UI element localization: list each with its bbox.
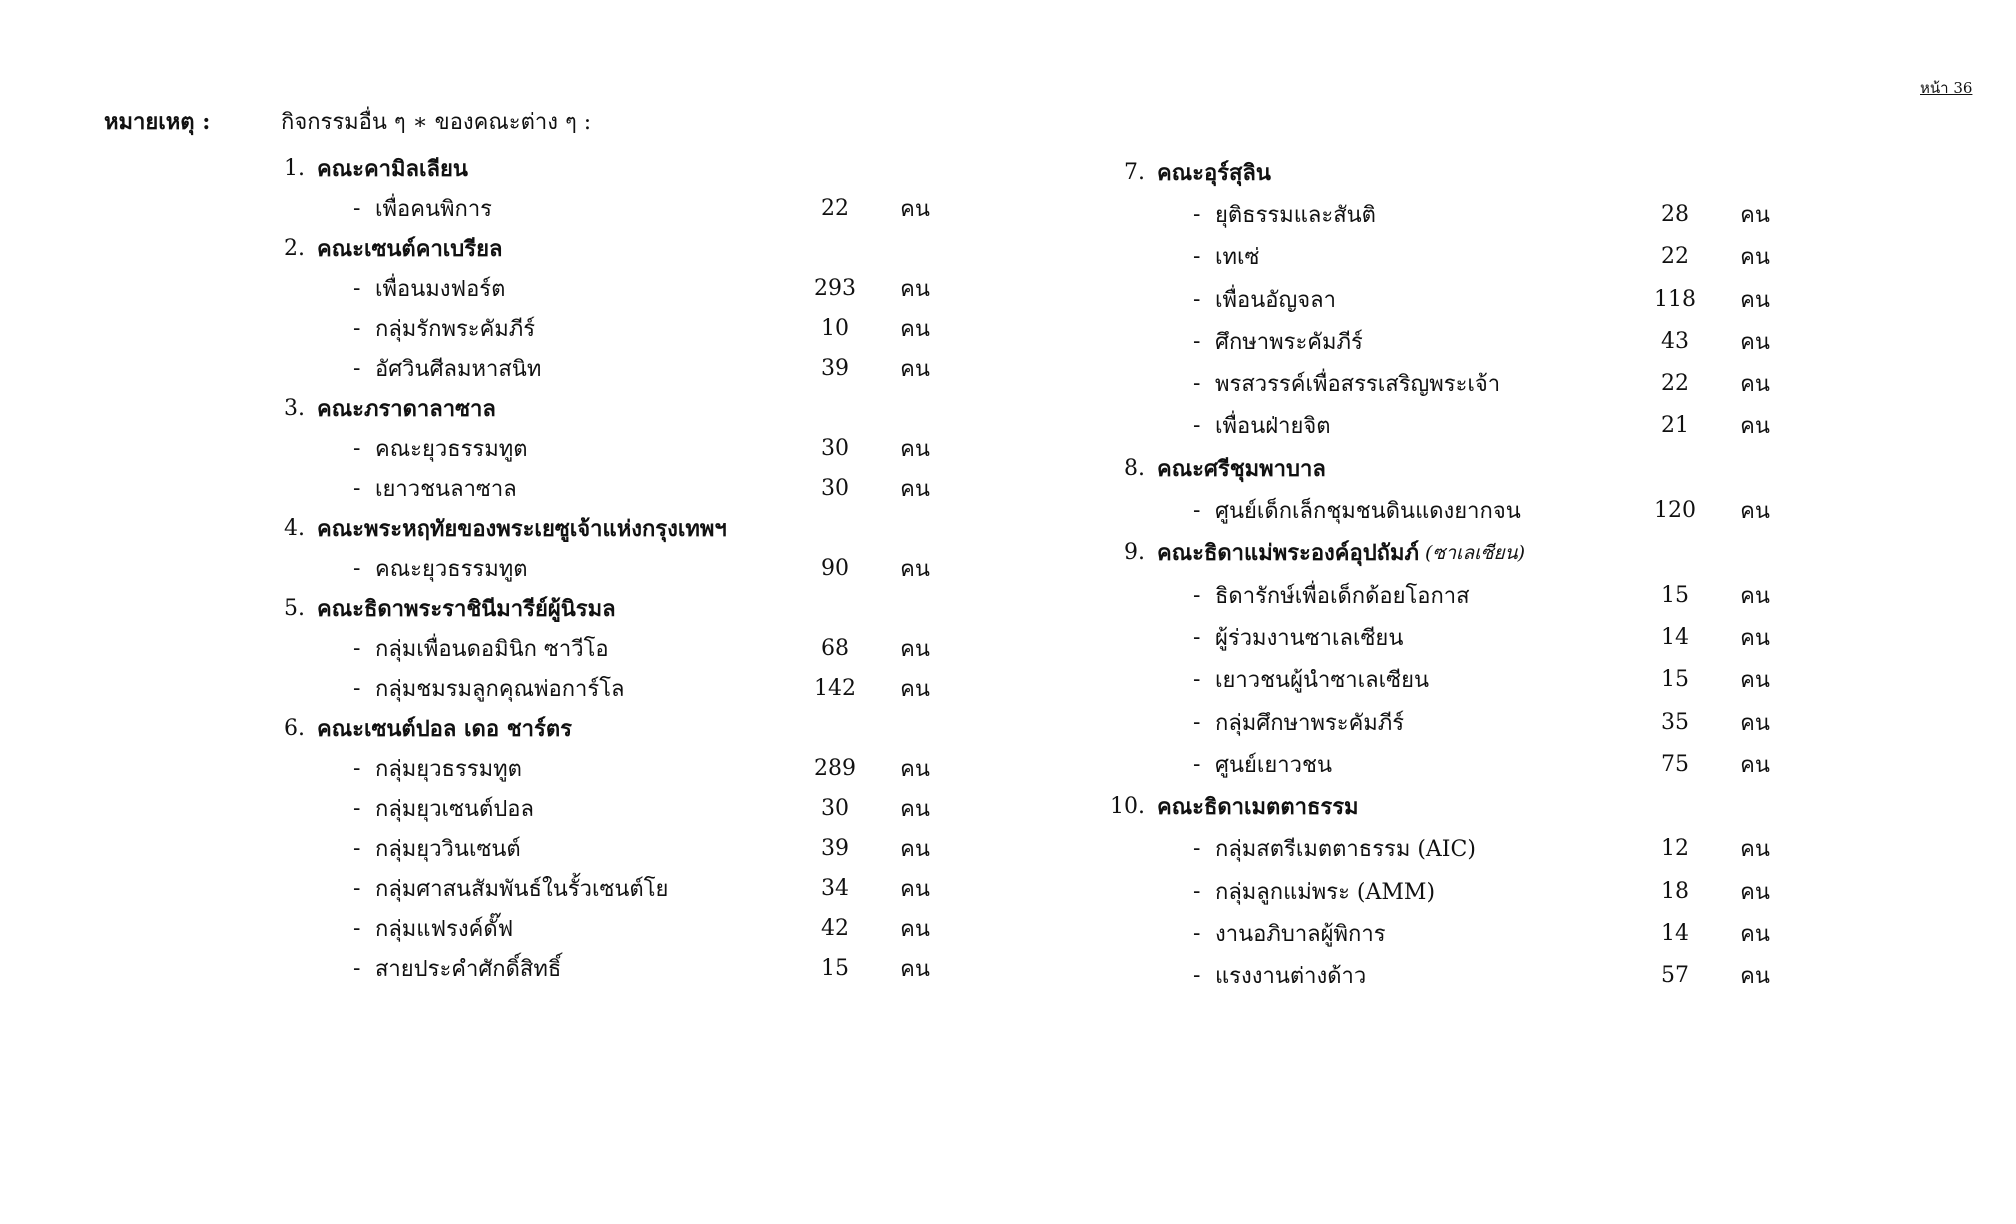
item-unit: คน [1740, 499, 1770, 525]
item-unit: คน [1740, 964, 1770, 990]
group-heading [1105, 447, 1865, 489]
list-item [1105, 870, 1865, 912]
list-item [1105, 405, 1865, 447]
bullet-dash: - [1193, 244, 1201, 270]
item-unit: คน [1740, 837, 1770, 863]
item-unit: คน [1740, 202, 1770, 228]
item-unit: คน [900, 956, 930, 982]
item-label: เพื่อนฝ่ายจิต [1215, 414, 1331, 440]
group-title: คณะธิดาเมตตาธรรม [1157, 794, 1359, 821]
group [1105, 785, 1865, 996]
item-unit: คน [1740, 879, 1770, 905]
group-heading [265, 388, 1025, 428]
list-item [1105, 828, 1865, 870]
item-label: คณะยุวธรรมทูต [375, 556, 528, 582]
item-label: ธิดารักษ์เพื่อเด็กด้อยโอกาส [1215, 583, 1470, 609]
item-unit: คน [1740, 329, 1770, 355]
item-label: กลุ่มศึกษาพระคัมภีร์ [1215, 710, 1405, 736]
bullet-dash: - [1193, 413, 1201, 439]
item-count: 22 [821, 195, 849, 221]
item-unit: คน [1740, 921, 1770, 947]
group [265, 228, 1025, 388]
list-item [265, 268, 1025, 308]
item-label: แรงงานต่างด้าว [1215, 964, 1367, 990]
bullet-dash: - [353, 835, 361, 861]
item-count: 39 [821, 355, 849, 381]
group-number: 10. [1110, 794, 1145, 820]
item-count: 43 [1661, 328, 1689, 354]
item-label: กลุ่มลูกแม่พระ (AMM) [1215, 879, 1436, 905]
list-item [265, 788, 1025, 828]
left-column [265, 148, 1025, 988]
item-count: 57 [1661, 963, 1689, 989]
bullet-dash: - [353, 675, 361, 701]
list-item [265, 868, 1025, 908]
item-unit: คน [1740, 710, 1770, 736]
item-label: กลุ่มชมรมลูกคุณพ่อการ์โล [375, 676, 625, 702]
list-item [265, 948, 1025, 988]
group-number: 3. [284, 395, 305, 421]
bullet-dash: - [353, 195, 361, 221]
bullet-dash: - [353, 635, 361, 661]
item-unit: คน [900, 756, 930, 782]
group-heading [1105, 785, 1865, 827]
group-heading [265, 588, 1025, 628]
group-title: คณะเซนต์คาเบรียล [317, 235, 503, 262]
bullet-dash: - [1193, 709, 1201, 735]
item-count: 39 [821, 835, 849, 861]
bullet-dash: - [353, 355, 361, 381]
item-label: ศูนย์เยาวชน [1215, 752, 1332, 778]
item-label: เพื่อนมงฟอร์ต [375, 276, 506, 302]
group-number: 6. [284, 715, 305, 741]
item-label: กลุ่มแฟรงค์ดั๊ฟ [375, 916, 514, 942]
right-column [1105, 151, 1865, 997]
item-label: พรสวรรค์เพื่อสรรเสริญพระเจ้า [1215, 372, 1501, 398]
group-heading [265, 228, 1025, 268]
item-label: สายประคำศักดิ์สิทธิ์ [375, 956, 562, 982]
item-label: เยาวชนลาซาล [375, 476, 517, 502]
list-item [1105, 489, 1865, 531]
item-count: 34 [821, 875, 849, 901]
item-unit: คน [900, 796, 930, 822]
item-label: ศึกษาพระคัมภีร์ [1215, 329, 1363, 355]
group-number: 7. [1124, 159, 1145, 185]
item-count: 120 [1654, 498, 1696, 524]
item-label: งานอภิบาลผู้พิการ [1215, 921, 1386, 947]
bullet-dash: - [1193, 751, 1201, 777]
group [265, 388, 1025, 508]
list-item [265, 628, 1025, 668]
item-unit: คน [1740, 414, 1770, 440]
list-item [265, 348, 1025, 388]
group-number: 5. [284, 595, 305, 621]
group-heading [1105, 151, 1865, 193]
item-unit: คน [1740, 752, 1770, 778]
group-title: คณะภราดาลาซาล [317, 395, 496, 422]
item-count: 42 [821, 915, 849, 941]
group-title: คณะเซนต์ปอล เดอ ชาร์ตร [317, 715, 572, 742]
group-title: คณะธิดาแม่พระองค์อุปถัมภ์ [1157, 540, 1420, 567]
list-item [1105, 278, 1865, 320]
group-number: 8. [1124, 455, 1145, 481]
item-label: ศูนย์เด็กเล็กชุมชนดินแดงยากจน [1215, 499, 1521, 525]
item-unit: คน [900, 356, 930, 382]
item-unit: คน [1740, 625, 1770, 651]
item-label: เพื่อคนพิการ [375, 196, 492, 222]
list-item [1105, 236, 1865, 278]
item-label: เทเซ่ [1215, 245, 1260, 271]
list-item [265, 428, 1025, 468]
list-item [265, 308, 1025, 348]
item-unit: คน [1740, 372, 1770, 398]
item-unit: คน [900, 916, 930, 942]
item-label: คณะยุวธรรมทูต [375, 436, 528, 462]
item-label: กลุ่มเพื่อนดอมินิก ซาวีโอ [375, 636, 609, 662]
item-unit: คน [900, 876, 930, 902]
group [265, 148, 1025, 228]
item-count: 30 [821, 795, 849, 821]
item-label: กลุ่มยุวเซนต์ปอล [375, 796, 534, 822]
bullet-dash: - [1193, 836, 1201, 862]
group [265, 508, 1025, 588]
list-item [265, 748, 1025, 788]
group-number: 4. [284, 515, 305, 541]
group-heading [265, 148, 1025, 188]
item-unit: คน [900, 196, 930, 222]
bullet-dash: - [353, 755, 361, 781]
bullet-dash: - [1193, 286, 1201, 312]
list-item [1105, 362, 1865, 404]
group-number: 2. [284, 235, 305, 261]
note-label: หมายเหตุ : [104, 109, 211, 135]
item-label: ผู้ร่วมงานซาเลเซียน [1215, 625, 1404, 651]
bullet-dash: - [1193, 667, 1201, 693]
bullet-dash: - [1193, 201, 1201, 227]
list-item [1105, 616, 1865, 658]
item-count: 15 [1661, 667, 1689, 693]
item-count: 15 [821, 955, 849, 981]
list-item [1105, 659, 1865, 701]
item-unit: คน [1740, 245, 1770, 271]
item-label: เยาวชนผู้นำซาเลเซียน [1215, 668, 1430, 694]
bullet-dash: - [1193, 328, 1201, 354]
list-item [265, 828, 1025, 868]
item-count: 90 [821, 555, 849, 581]
list-item [265, 188, 1025, 228]
bullet-dash: - [1193, 371, 1201, 397]
list-item [1105, 574, 1865, 616]
list-item [265, 908, 1025, 948]
item-label: ยุติธรรมและสันติ [1215, 202, 1376, 228]
group [1105, 151, 1865, 447]
group [265, 588, 1025, 708]
group-heading [265, 508, 1025, 548]
group-number: 1. [284, 155, 305, 181]
page-number: หน้า 36 [1920, 79, 1973, 97]
item-label: เพื่อนอัญจลา [1215, 287, 1336, 313]
item-count: 14 [1661, 920, 1689, 946]
item-count: 30 [821, 475, 849, 501]
item-unit: คน [900, 276, 930, 302]
item-count: 10 [821, 315, 849, 341]
bullet-dash: - [353, 475, 361, 501]
list-item [1105, 955, 1865, 997]
item-count: 30 [821, 435, 849, 461]
bullet-dash: - [1193, 963, 1201, 989]
bullet-dash: - [1193, 498, 1201, 524]
group-subtitle: (ซาเลเซียน) [1425, 541, 1526, 564]
list-item [1105, 320, 1865, 362]
item-unit: คน [1740, 583, 1770, 609]
bullet-dash: - [1193, 582, 1201, 608]
group-title: คณะพระหฤทัยของพระเยซูเจ้าแห่งกรุงเทพฯ [317, 515, 727, 542]
item-count: 68 [821, 635, 849, 661]
item-label: กลุ่มยุววินเซนต์ [375, 836, 521, 862]
item-count: 21 [1661, 413, 1689, 439]
bullet-dash: - [1193, 878, 1201, 904]
group [1105, 447, 1865, 532]
item-count: 118 [1654, 286, 1696, 312]
item-count: 28 [1661, 201, 1689, 227]
list-item [1105, 743, 1865, 785]
item-unit: คน [900, 436, 930, 462]
note-text: กิจกรรมอื่น ๆ ∗ ของคณะต่าง ๆ : [281, 110, 592, 135]
item-label: กลุ่มศาสนสัมพันธ์ในรั้วเซนต์โย [375, 876, 669, 902]
item-unit: คน [900, 636, 930, 662]
item-count: 22 [1661, 244, 1689, 270]
item-unit: คน [1740, 668, 1770, 694]
group-title: คณะธิดาพระราชินีมารีย์ผู้นิรมล [317, 595, 616, 622]
item-count: 22 [1661, 371, 1689, 397]
bullet-dash: - [353, 955, 361, 981]
group-title: คณะคามิลเลียน [317, 155, 468, 182]
group-heading [265, 708, 1025, 748]
item-count: 142 [814, 675, 856, 701]
list-item [265, 468, 1025, 508]
list-item [1105, 193, 1865, 235]
group-title: คณะอุร์สุลิน [1157, 159, 1271, 186]
group-number: 9. [1124, 540, 1145, 566]
item-unit: คน [900, 676, 930, 702]
item-label: กลุ่มรักพระคัมภีร์ [375, 316, 536, 342]
item-count: 15 [1661, 582, 1689, 608]
item-count: 14 [1661, 624, 1689, 650]
item-label: อัศวินศีลมหาสนิท [375, 356, 542, 382]
item-label: กลุ่มสตรีเมตตาธรรม (AIC) [1215, 837, 1476, 863]
list-item [1105, 912, 1865, 954]
bullet-dash: - [353, 915, 361, 941]
item-count: 18 [1661, 878, 1689, 904]
list-item [265, 548, 1025, 588]
item-count: 35 [1661, 709, 1689, 735]
list-item [265, 668, 1025, 708]
item-count: 289 [814, 755, 856, 781]
group-heading [1105, 532, 1865, 574]
bullet-dash: - [353, 875, 361, 901]
list-item [1105, 701, 1865, 743]
item-count: 293 [814, 275, 856, 301]
item-count: 75 [1661, 751, 1689, 777]
group [1105, 532, 1865, 786]
item-label: กลุ่มยุวธรรมทูต [375, 756, 522, 782]
item-unit: คน [1740, 287, 1770, 313]
group [265, 708, 1025, 988]
item-unit: คน [900, 476, 930, 502]
item-unit: คน [900, 836, 930, 862]
bullet-dash: - [1193, 624, 1201, 650]
bullet-dash: - [353, 315, 361, 341]
group-title: คณะศรีชุมพาบาล [1157, 455, 1326, 482]
item-count: 12 [1661, 836, 1689, 862]
bullet-dash: - [353, 795, 361, 821]
bullet-dash: - [1193, 920, 1201, 946]
bullet-dash: - [353, 435, 361, 461]
item-unit: คน [900, 316, 930, 342]
bullet-dash: - [353, 555, 361, 581]
bullet-dash: - [353, 275, 361, 301]
item-unit: คน [900, 556, 930, 582]
